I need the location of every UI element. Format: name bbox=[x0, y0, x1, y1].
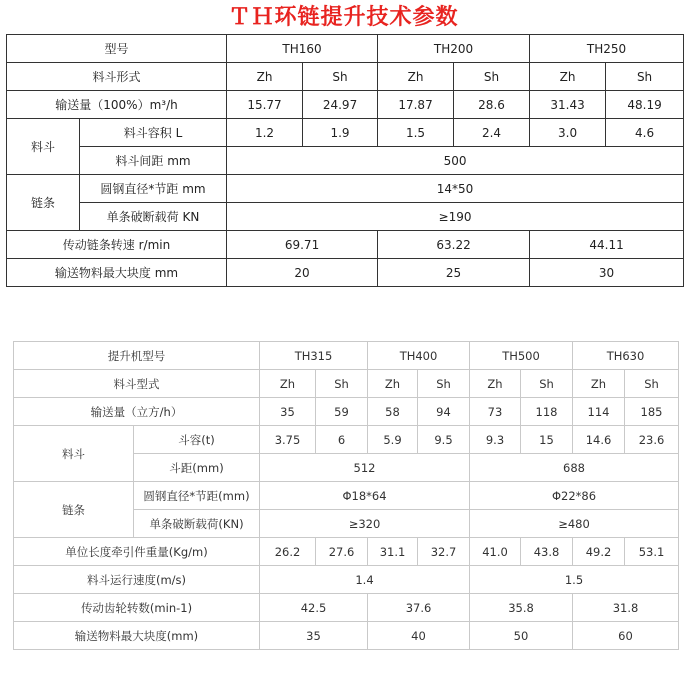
table-row bbox=[14, 622, 679, 650]
bucket-volume-cell: 1.2 bbox=[227, 119, 303, 147]
capacity-cell: 118 bbox=[521, 398, 573, 426]
chain-load-label: 单条破断载荷 KN bbox=[80, 203, 227, 231]
capacity-cell: 15.77 bbox=[227, 91, 303, 119]
capacity-cell: 48.19 bbox=[606, 91, 684, 119]
bucket-type-cell: Sh bbox=[625, 370, 679, 398]
table-row bbox=[7, 91, 684, 119]
run-speed-cell: 1.4 bbox=[260, 566, 470, 594]
bucket-volume-label: 料斗容积 L bbox=[80, 119, 227, 147]
chain-load-cell: ≥480 bbox=[470, 510, 679, 538]
chain-dim-label: 圆钢直径*节距(mm) bbox=[134, 482, 260, 510]
bucket-type-cell: Sh bbox=[316, 370, 368, 398]
bucket-volume-cell: 3.75 bbox=[260, 426, 316, 454]
bucket-volume-label: 斗容(t) bbox=[134, 426, 260, 454]
bucket-type-cell: Sh bbox=[454, 63, 530, 91]
sprocket-speed-cell: 31.8 bbox=[573, 594, 679, 622]
bucket-type-cell: Sh bbox=[418, 370, 470, 398]
bucket-type-cell: Sh bbox=[606, 63, 684, 91]
chain-dim-cell: Φ18*64 bbox=[260, 482, 470, 510]
capacity-label: 输送量（立方/h） bbox=[14, 398, 260, 426]
capacity-cell: 28.6 bbox=[454, 91, 530, 119]
unit-weight-cell: 49.2 bbox=[573, 538, 625, 566]
bucket-volume-cell: 5.9 bbox=[368, 426, 418, 454]
unit-weight-cell: 41.0 bbox=[470, 538, 521, 566]
run-speed-label: 料斗运行速度(m/s) bbox=[14, 566, 260, 594]
max-size-cell: 35 bbox=[260, 622, 368, 650]
max-size-cell: 50 bbox=[470, 622, 573, 650]
bucket-group-label: 料斗 bbox=[14, 426, 134, 482]
capacity-cell: 17.87 bbox=[378, 91, 454, 119]
sprocket-speed-cell: 42.5 bbox=[260, 594, 368, 622]
table-row bbox=[14, 398, 679, 426]
capacity-cell: 185 bbox=[625, 398, 679, 426]
bucket-volume-cell: 4.6 bbox=[606, 119, 684, 147]
bucket-spacing-label: 斗距(mm) bbox=[134, 454, 260, 482]
unit-weight-cell: 26.2 bbox=[260, 538, 316, 566]
table-row bbox=[7, 259, 684, 287]
bucket-group-label: 料斗 bbox=[7, 119, 80, 175]
table-row bbox=[14, 566, 679, 594]
model-cell: TH630 bbox=[573, 342, 679, 370]
chain-group-label: 链条 bbox=[7, 175, 80, 231]
bucket-volume-cell: 1.5 bbox=[378, 119, 454, 147]
bucket-type-cell: Zh bbox=[227, 63, 303, 91]
capacity-cell: 58 bbox=[368, 398, 418, 426]
chain-dim-label: 圆钢直径*节距 mm bbox=[80, 175, 227, 203]
table-row bbox=[14, 594, 679, 622]
bucket-spacing-label: 料斗间距 mm bbox=[80, 147, 227, 175]
max-size-cell: 40 bbox=[368, 622, 470, 650]
max-size-label: 输送物料最大块度(mm) bbox=[14, 622, 260, 650]
model-cell: TH400 bbox=[368, 342, 470, 370]
table-row bbox=[7, 147, 684, 175]
table-row bbox=[7, 119, 684, 147]
unit-weight-label: 单位长度牵引件重量(Kg/m) bbox=[14, 538, 260, 566]
sprocket-speed-cell: 35.8 bbox=[470, 594, 573, 622]
bucket-type-cell: Zh bbox=[378, 63, 454, 91]
chain-load-label: 单条破断载荷(KN) bbox=[134, 510, 260, 538]
capacity-cell: 59 bbox=[316, 398, 368, 426]
bucket-volume-cell: 9.5 bbox=[418, 426, 470, 454]
capacity-cell: 94 bbox=[418, 398, 470, 426]
bucket-volume-cell: 3.0 bbox=[530, 119, 606, 147]
max-size-cell: 20 bbox=[227, 259, 378, 287]
bucket-type-cell: Zh bbox=[530, 63, 606, 91]
chain-dim-cell: Φ22*86 bbox=[470, 482, 679, 510]
bucket-volume-cell: 2.4 bbox=[454, 119, 530, 147]
table-row bbox=[14, 426, 679, 454]
unit-weight-cell: 27.6 bbox=[316, 538, 368, 566]
sprocket-speed-label: 传动齿轮转数(min-1) bbox=[14, 594, 260, 622]
table-row bbox=[14, 370, 679, 398]
bucket-type-cell: Zh bbox=[368, 370, 418, 398]
table-row bbox=[7, 63, 684, 91]
bucket-type-label: 料斗形式 bbox=[7, 63, 227, 91]
bucket-spacing-cell: 512 bbox=[260, 454, 470, 482]
table-row bbox=[7, 175, 684, 203]
unit-weight-cell: 32.7 bbox=[418, 538, 470, 566]
bucket-spacing-cell: 500 bbox=[227, 147, 684, 175]
model-cell: TH250 bbox=[530, 35, 684, 63]
bucket-type-cell: Sh bbox=[303, 63, 378, 91]
capacity-cell: 73 bbox=[470, 398, 521, 426]
chain-load-cell: ≥190 bbox=[227, 203, 684, 231]
model-cell: TH160 bbox=[227, 35, 378, 63]
table-row bbox=[7, 231, 684, 259]
chain-dim-cell: 14*50 bbox=[227, 175, 684, 203]
page-title: ＴＨ环链提升技术参数 bbox=[228, 5, 459, 30]
table-row bbox=[14, 538, 679, 566]
bucket-volume-cell: 23.6 bbox=[625, 426, 679, 454]
chain-load-cell: ≥320 bbox=[260, 510, 470, 538]
max-size-cell: 60 bbox=[573, 622, 679, 650]
bucket-volume-cell: 15 bbox=[521, 426, 573, 454]
max-size-label: 输送物料最大块度 mm bbox=[7, 259, 227, 287]
chain-speed-label: 传动链条转速 r/min bbox=[7, 231, 227, 259]
capacity-cell: 114 bbox=[573, 398, 625, 426]
table-row bbox=[7, 203, 684, 231]
bucket-volume-cell: 6 bbox=[316, 426, 368, 454]
capacity-cell: 35 bbox=[260, 398, 316, 426]
table-row bbox=[7, 35, 684, 63]
bucket-type-cell: Sh bbox=[521, 370, 573, 398]
unit-weight-cell: 43.8 bbox=[521, 538, 573, 566]
bucket-volume-cell: 1.9 bbox=[303, 119, 378, 147]
chain-speed-cell: 63.22 bbox=[378, 231, 530, 259]
sprocket-speed-cell: 37.6 bbox=[368, 594, 470, 622]
table-row bbox=[14, 342, 679, 370]
max-size-cell: 30 bbox=[530, 259, 684, 287]
capacity-cell: 24.97 bbox=[303, 91, 378, 119]
bucket-spacing-cell: 688 bbox=[470, 454, 679, 482]
bucket-type-cell: Zh bbox=[260, 370, 316, 398]
run-speed-cell: 1.5 bbox=[470, 566, 679, 594]
max-size-cell: 25 bbox=[378, 259, 530, 287]
bucket-type-cell: Zh bbox=[573, 370, 625, 398]
capacity-cell: 31.43 bbox=[530, 91, 606, 119]
th-spec-table-1 bbox=[6, 34, 684, 287]
chain-speed-cell: 69.71 bbox=[227, 231, 378, 259]
unit-weight-cell: 53.1 bbox=[625, 538, 679, 566]
model-label: 提升机型号 bbox=[14, 342, 260, 370]
th-spec-table-2 bbox=[13, 341, 679, 650]
table-row bbox=[14, 482, 679, 510]
model-cell: TH500 bbox=[470, 342, 573, 370]
bucket-volume-cell: 9.3 bbox=[470, 426, 521, 454]
model-cell: TH200 bbox=[378, 35, 530, 63]
chain-speed-cell: 44.11 bbox=[530, 231, 684, 259]
model-label: 型号 bbox=[7, 35, 227, 63]
bucket-volume-cell: 14.6 bbox=[573, 426, 625, 454]
unit-weight-cell: 31.1 bbox=[368, 538, 418, 566]
model-cell: TH315 bbox=[260, 342, 368, 370]
bucket-type-label: 料斗型式 bbox=[14, 370, 260, 398]
chain-group-label: 链条 bbox=[14, 482, 134, 538]
bucket-type-cell: Zh bbox=[470, 370, 521, 398]
capacity-label: 输送量（100%）m³/h bbox=[7, 91, 227, 119]
